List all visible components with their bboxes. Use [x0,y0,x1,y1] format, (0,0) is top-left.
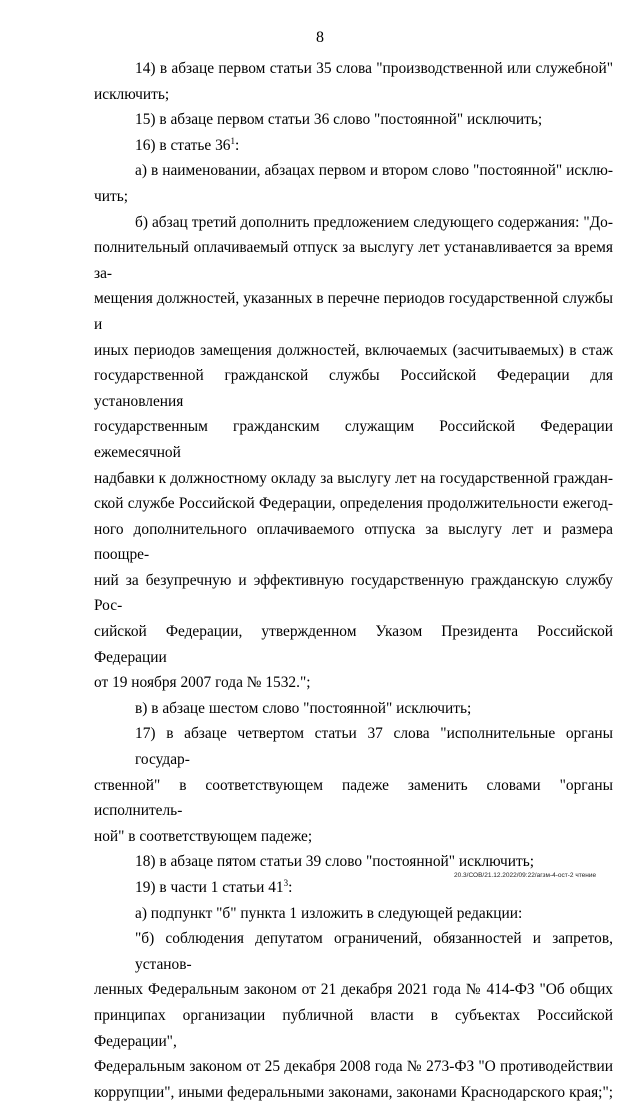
text-line-content: 18) в абзаце пятом статьи 39 слово "постоянной" исключить; [135,853,535,871]
text-line [94,184,613,210]
text-line [94,824,613,850]
text-line [94,107,613,133]
text-line [94,696,613,722]
text-line-content: 15) в абзаце первом статьи 36 слово "постоянной" исключить; [135,111,543,129]
text-line-content: ной" в соответствующем падеже; [94,827,313,845]
text-line-content: а) в наименовании, абзацах первом и втором слово "постоянной" исклю- [135,162,613,180]
text-line-content: надбавки к должностному окладу за выслугу лет на государственной граждан- [94,469,613,487]
text-line-content: принципах организации публичной власти в субъектах Российской Федерации", [94,1006,613,1050]
text-line-content: 14) в абзаце первом статьи 35 слова "производственной или служебной" [135,60,613,77]
text-line [94,926,613,977]
text-line-content: ской службе Российской Федерации, определения продолжительности ежегод- [94,495,613,513]
text-line [94,721,613,772]
superscript: 1 [230,135,235,146]
text-line-content: сийской Федерации, утвержденном Указом Президента Российской Федерации [94,623,613,666]
text-line-content: 17) в абзаце четвертом статьи 37 слова "исполнительные органы государ- [135,725,613,769]
text-line [94,235,613,286]
text-line-content: "б) соблюдения депутатом ограничений, обязанностей и запретов, установ- [135,930,613,973]
text-line-suffix: : [234,136,240,154]
text-line [94,210,613,236]
text-line-content: коррупции", иными федеральными законами, законами Краснодарского края;"; [94,1083,613,1101]
text-line-content: иных периодов замещения должностей, включаемых (засчитываемых) в стаж [94,341,613,359]
text-line [94,977,613,1003]
text-line [94,82,613,108]
text-line [94,158,613,184]
text-line [94,338,613,364]
text-line-content: 16) в статье 36 [135,136,231,154]
text-line-content: 19) в части 1 статьи 41 [135,879,284,896]
text-line [94,56,613,82]
text-line [94,466,613,492]
text-line-content: от 19 ноября 2007 года № 1532."; [94,674,311,692]
text-line-content: ственной" в соответствующем падеже заменить словами "органы исполнитель- [94,776,613,820]
superscript: 3 [283,877,289,888]
text-line [94,414,613,465]
text-line [94,1080,613,1105]
text-line-content: полнительный оплачиваемый отпуск за выслугу лет устанавливается за время за- [94,239,613,282]
text-line [94,773,613,824]
text-line [94,491,613,517]
text-line-content: ленных Федеральным законом от 21 декабря 2021 года № 414-ФЗ "Об общих [94,981,613,999]
text-line-content: исключить; [94,85,170,103]
page-number: 8 [316,29,324,46]
text-line-content: ний за безупречную и эффективную государственную гражданскую службу Рос- [94,571,613,615]
text-line [94,1003,613,1054]
text-line-content: государственным гражданским служащим Российской Федерации ежемесячной [94,418,613,461]
text-line [94,619,613,670]
text-line [94,517,613,568]
text-line-content: государственной гражданской службы Российской Федерации для установления [94,367,613,410]
text-line [94,286,613,337]
text-line [94,133,613,159]
text-line-content: б) абзац третий дополнить предложением следующего содержания: "До- [135,213,613,231]
text-line-content: ного дополнительного оплачиваемого отпуска за выслугу лет и размера поощре- [94,520,613,564]
text-line [94,670,613,696]
text-line-suffix: : [288,879,293,896]
document-footer-code: 20.3/СОВ/21.12.2022/09:22/агзм-4-ост-2 чтение [454,872,597,879]
text-line-content: Федеральным законом от 25 декабря 2008 года № 273-ФЗ "О противодействии [94,1058,613,1076]
text-line-content: чить; [94,187,128,205]
text-line-content: а) подпункт "б" пункта 1 изложить в следующей редакции: [135,904,523,922]
text-line [94,363,613,414]
text-line-content: мещения должностей, указанных в перечне периодов государственной службы и [94,290,613,333]
text-line [94,1054,613,1080]
text-line-content: в) в абзаце шестом слово "постоянной" исключить; [135,699,472,717]
text-line [94,568,613,619]
document-body [94,56,613,1105]
text-line [94,901,613,927]
